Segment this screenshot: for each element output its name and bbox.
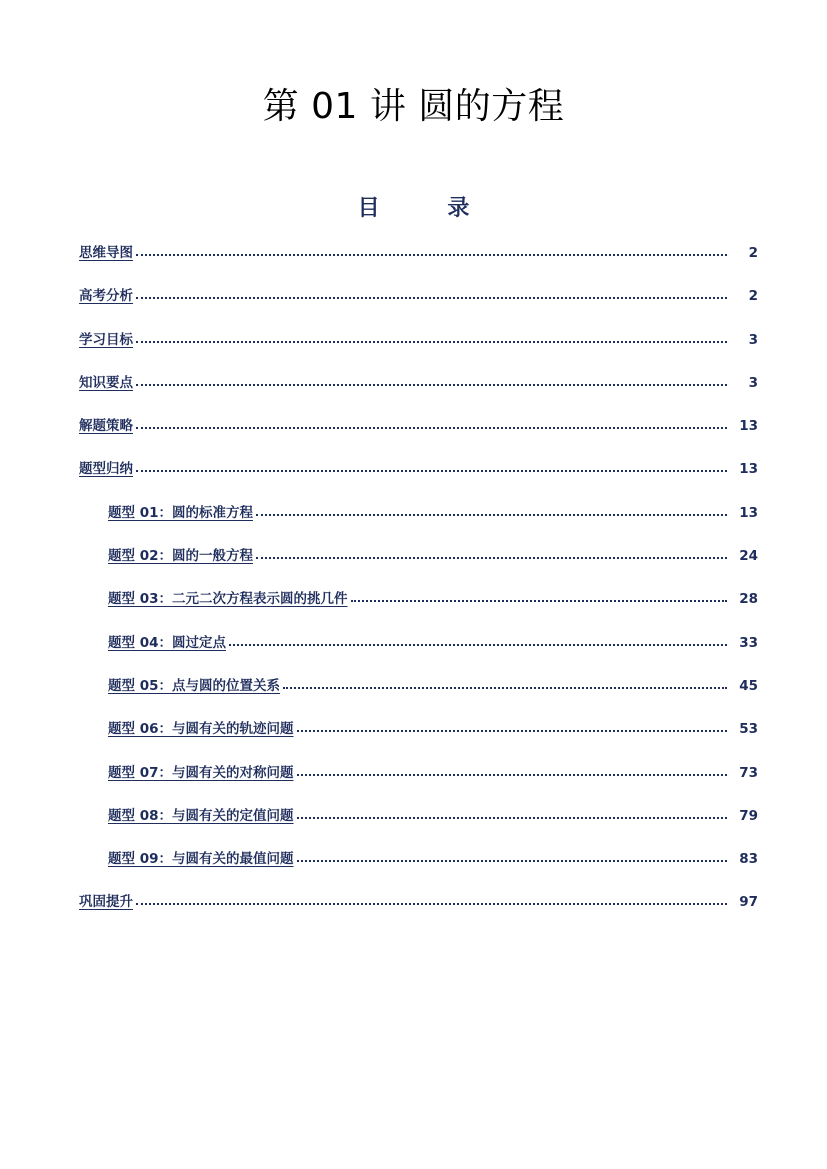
toc-page-number: 13: [739, 461, 758, 478]
toc-dot-leader: [136, 903, 727, 905]
toc-page-number: 2: [748, 288, 758, 305]
toc-page-number: 2: [748, 245, 758, 261]
toc-entry-label[interactable]: 高考分析: [79, 288, 133, 305]
toc-page-number: 3: [748, 374, 758, 391]
toc-entry-type-08[interactable]: [79, 802, 758, 824]
toc-entry-label[interactable]: 题型 06：与圆有关的轨迹问题: [108, 721, 294, 738]
toc-entry-problem-types[interactable]: [79, 455, 758, 477]
toc-dot-leader: [256, 557, 727, 559]
toc-page-number: 53: [739, 721, 758, 738]
toc-page-number: 28: [739, 591, 758, 608]
toc-entry-label[interactable]: 思维导图: [79, 245, 133, 261]
toc-entry-label[interactable]: 巩固提升: [79, 894, 133, 911]
toc-entry-label[interactable]: 题型 08：与圆有关的定值问题: [108, 807, 294, 824]
toc-entry-type-09[interactable]: [79, 845, 758, 867]
toc-dot-leader: [256, 514, 727, 516]
toc-entry-learning-goals[interactable]: [79, 326, 758, 348]
toc-entry-label[interactable]: 知识要点: [79, 374, 133, 391]
toc-dot-leader: [297, 774, 728, 776]
toc-entry-label[interactable]: 题型归纳: [79, 461, 133, 478]
toc-entry-label[interactable]: 题型 09：与圆有关的最值问题: [108, 851, 294, 868]
toc-entry-type-06[interactable]: [79, 715, 758, 737]
toc-entry-mind-map[interactable]: [79, 239, 758, 261]
toc-entry-label[interactable]: 解题策略: [79, 418, 133, 435]
toc-entry-type-03[interactable]: [79, 585, 758, 607]
toc-page-number: 33: [739, 634, 758, 651]
toc-entry-label[interactable]: 题型 01：圆的标准方程: [108, 504, 253, 521]
toc-page-number: 3: [748, 331, 758, 348]
toc-entry-label[interactable]: 题型 05：点与圆的位置关系: [108, 677, 280, 694]
toc-entry-label[interactable]: 题型 04：圆过定点: [108, 634, 226, 651]
toc-entry-exam-analysis[interactable]: [79, 282, 758, 304]
toc-entry-type-02[interactable]: [79, 542, 758, 564]
toc-page-number: 13: [739, 418, 758, 435]
toc-entry-consolidation[interactable]: [79, 888, 758, 910]
toc-page-number: 13: [739, 504, 758, 521]
toc-entry-key-points[interactable]: [79, 369, 758, 391]
toc-dot-leader: [297, 730, 728, 732]
toc-dot-leader: [136, 297, 727, 299]
toc-entry-type-01[interactable]: [79, 499, 758, 521]
toc-dot-leader: [351, 600, 728, 602]
toc-dot-leader: [229, 644, 727, 646]
toc-entry-label[interactable]: 题型 07：与圆有关的对称问题: [108, 764, 294, 781]
toc-dot-leader: [297, 860, 728, 862]
toc-page-number: 79: [739, 807, 758, 824]
toc-page-number: 73: [739, 764, 758, 781]
table-of-contents: [79, 239, 758, 932]
toc-dot-leader: [136, 384, 727, 386]
toc-entry-strategies[interactable]: [79, 412, 758, 434]
document-title: 第 01 讲 圆的方程: [262, 86, 565, 127]
toc-page-number: 45: [739, 677, 758, 694]
toc-heading: 目 录: [357, 196, 500, 221]
toc-dot-leader: [297, 817, 728, 819]
toc-entry-label[interactable]: 题型 03：二元二次方程表示圆的挑几件: [108, 591, 348, 608]
toc-dot-leader: [136, 470, 727, 472]
toc-page-number: 24: [739, 548, 758, 565]
toc-entry-label[interactable]: 学习目标: [79, 331, 133, 348]
toc-entry-type-04[interactable]: [79, 629, 758, 651]
toc-dot-leader: [136, 254, 727, 256]
toc-page-number: 97: [739, 894, 758, 911]
toc-dot-leader: [136, 341, 727, 343]
toc-dot-leader: [283, 687, 727, 689]
toc-entry-label[interactable]: 题型 02：圆的一般方程: [108, 548, 253, 565]
toc-entry-type-07[interactable]: [79, 759, 758, 781]
toc-entry-type-05[interactable]: [79, 672, 758, 694]
toc-page-number: 83: [739, 851, 758, 868]
toc-dot-leader: [136, 427, 727, 429]
